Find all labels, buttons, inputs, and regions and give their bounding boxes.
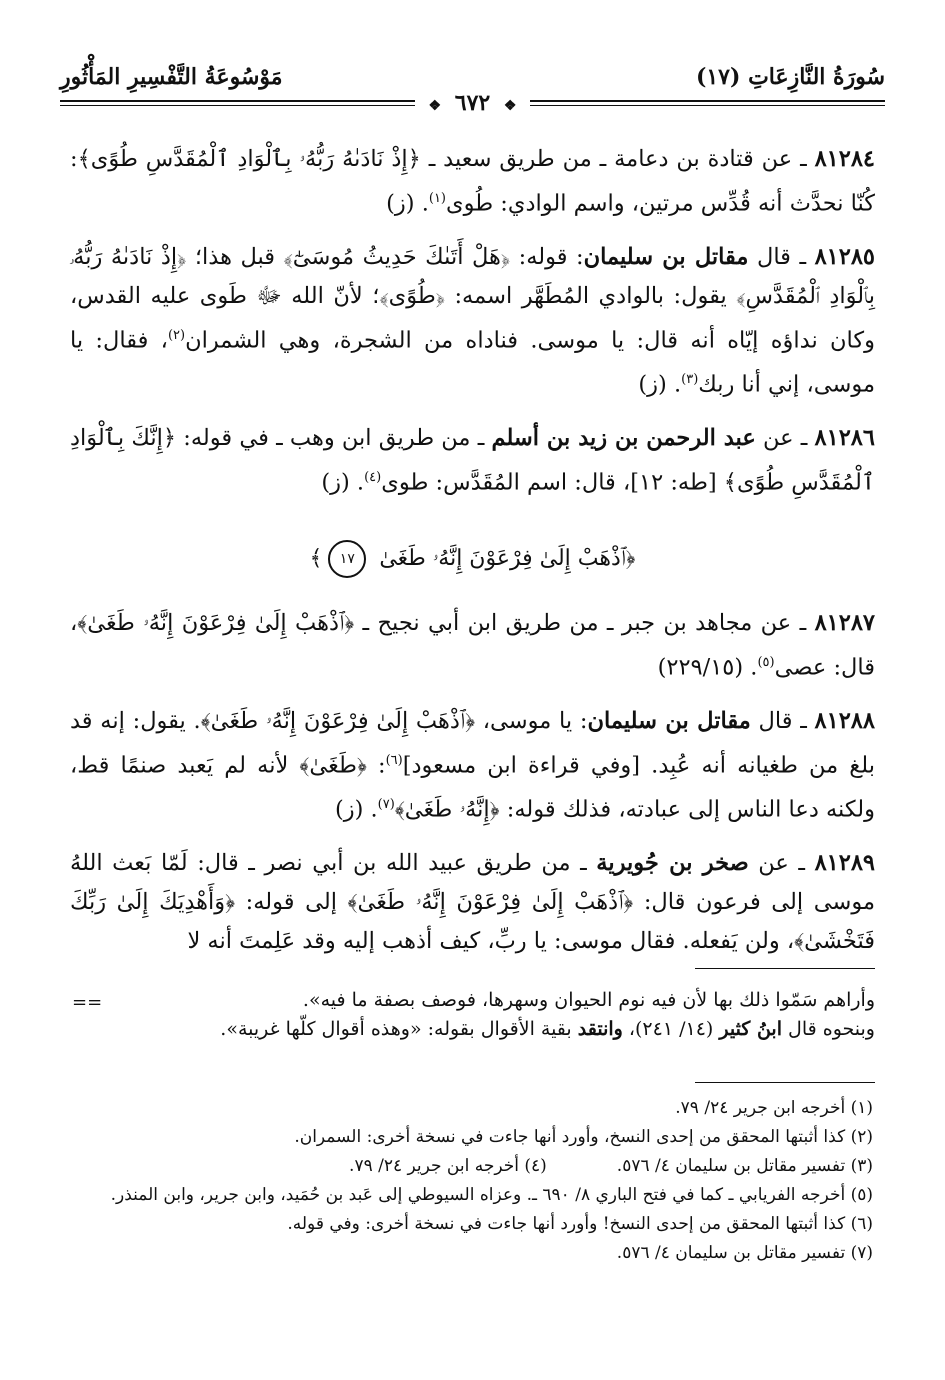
narrator-name: مقاتل بن سليمان [587,707,751,734]
page-number-wrap [0,90,945,116]
ornament-icon: ❖ [428,98,442,114]
footnote-2: (٢) كذا أثبتها المحقق من إحدى النسخ، وأورد أنها جاءت في نسخة أخرى: السمران. [294,1127,873,1147]
ayah-text: ﴿ٱذْهَبْ إِلَىٰ فِرْعَوْنَ إِنَّهُۥ طَغَىٰ [379,546,636,571]
entry-81287 [70,604,875,688]
footnote-row-3-4 [78,1152,873,1181]
entry-number: ٨١٢٨٦ [814,424,875,451]
footnote-7: (٧) تفسير مقاتل بن سليمان ٤/ ٥٧٦. [616,1243,873,1263]
ornament-icon: ❖ [503,98,517,114]
continuation-text-end: بقية الأقوال بقوله: «وهذه أقوال كلّها غريبة». [220,1018,578,1040]
footnote-ref[interactable]: (٥) [757,655,775,670]
entry-tail: . (٢٢٩/١٥) [657,654,758,681]
entry-text: : يا موسى، ﴿ٱذْهَبْ إِلَىٰ فِرْعَوْنَ إِنَّهُۥ طَغَىٰ﴾. يقول: إنه قد بلغ من طغيانه أنه عُبِد. [وفي قراءة ابن مسعود] [70,707,875,778]
entry-number: ٨١٢٨٧ [814,610,875,636]
continuation-note [70,986,875,1044]
entry-text: ـ عن مجاهد بن جبر ـ من طريق ابن أبي نجيح ـ ﴿ٱذْهَبْ إِلَىٰ فِرْعَوْنَ إِنَّهُۥ طَغَىٰ﴾، قال: عصى [70,610,875,681]
entry-tail: . (ز) [334,796,378,823]
entry-number: ٨١٢٨٩ [814,849,875,876]
page-number-box [415,90,531,116]
continuation-separator [695,968,875,969]
entry-81285 [70,238,875,405]
entry-number: ٨١٢٨٤ [814,146,875,172]
footnote-3: (٣) تفسير مقاتل بن سليمان ٤/ ٥٧٦. [616,1156,873,1176]
footnote-5: (٥) أخرجه الفريابي ـ كما في فتح الباري ٨/ ٦٩٠ ـ. وعزاه السيوطي إلى عَبد بن حُمَيد، وابن جرير، وابن المنذر. [110,1185,873,1205]
entry-lead: ـ عن [748,849,815,876]
footnote-ref[interactable]: (٣) [681,372,699,387]
surah-title: سُورَةُ النَّازِعَاتِ (١٧) [695,64,885,90]
entry-lead: ـ قال [750,707,815,734]
footnote-6: (٦) كذا أثبتها المحقق من إحدى النسخ! وأورد أنها جاءت في نسخة أخرى: وفي قوله. [287,1214,873,1234]
page-number: ٦٧٢ [454,90,491,116]
footnote-4: (٤) أخرجه ابن جرير ٢٤/ ٧٩. [349,1156,547,1176]
entry-text-2: : ﴿طَغَىٰ﴾ لأنه لم يَعبد صنمًا قط، ولكنه دعا الناس إلى عبادته، فذلك قوله: ﴿إِنَّهُۥ طَغَىٰ﴾ [70,752,875,823]
continuation-marker: == [72,992,103,1013]
entry-81286 [70,419,875,503]
ayah-close: ﴾ [309,546,323,571]
footnote-ref[interactable]: (١) [428,191,446,206]
book-title: مَوْسُوعَةُ التَّفْسِيرِ المَأْثُورِ [60,64,283,90]
entry-81288 [70,702,875,830]
footnote-ref[interactable]: (٢) [167,327,186,343]
continuation-ref: (١٤/ ٢٤١)، [622,1018,720,1040]
footnotes [78,1094,873,1268]
continuation-line-1: وأراهم سَمّوا ذلك بها لأن فيه نوم الحيوان وسهرها، فوصف بصفة ما فيه». [302,989,875,1011]
narrator-name: صخر بن جُويرية [596,849,749,876]
ayah-number-mark: ١٧ [328,540,366,578]
scholar-name: ابنُ كثير [719,1018,782,1040]
entry-tail: . (ز) [321,469,365,495]
footnote-ref[interactable]: (٧) [377,797,395,812]
continuation-line-2 [70,1015,875,1044]
entry-lead: ـ قال [748,243,815,270]
narrator-name: عبد الرحمن بن زيد بن أسلم [491,424,756,451]
continuation-bold-word: وانتقد [577,1018,623,1040]
footnote-ref[interactable]: (٦) [385,752,403,768]
entry-number: ٨١٢٨٨ [814,707,875,734]
footnote-1: (١) أخرجه ابن جرير ٢٤/ ٧٩. [675,1098,873,1118]
entry-text: ـ عن قتادة بن دعامة ـ من طريق سعيد ـ ﴿إِذْ نَادَىٰهُ رَبُّهُۥ بِٱلْوَادِ ٱلْمُقَدَّسِ طُوًى﴾: كُنّا نحدَّث أنه قُدِّس مرتين، واسم الوادي: طُوى [70,146,875,217]
entry-81284 [70,140,875,224]
footnotes-separator [695,1082,875,1083]
main-text [70,140,875,975]
entry-text: : قوله: ﴿هَلْ أَتَىٰكَ حَدِيثُ مُوسَىٰٓ﴾ قبل هذا؛ ﴿إِذْ نَادَىٰهُ رَبُّهُۥ بِٱلْوَادِ ٱلْمُقَدَّسِ﴾ يقول: بالوادي المُطَهَّر اسمه: ﴿طُوًى﴾؛ لأنّ الله ﷻ طَوى عليه القدس، وكان نداؤه إيّاه أنه قال: يا موسى. فناداه من الشجرة، وهي الشمران [70,243,875,353]
entry-tail: . (ز) [638,371,682,398]
entry-number: ٨١٢٨٥ [814,243,875,270]
entry-text-2: ، فقال: يا موسى، إني أنا ربك [70,327,875,398]
entry-81289 [70,844,875,961]
footnote-ref[interactable]: (٤) [364,469,382,485]
entry-text: ـ من طريق ابن وهب ـ في قوله: ﴿إِنَّكَ بِٱلْوَادِ ٱلْمُقَدَّسِ طُوًى﴾ [طه: ١٢]، قال: اسم المُقَدَّس: طوى [70,424,875,495]
entry-lead: ـ عن [755,424,815,451]
continuation-text: وبنحوه قال [782,1018,875,1040]
entry-tail: . (ز) [386,190,429,217]
entry-text: ـ من طريق عبيد الله بن أبي نصر ـ قال: لَمّا بَعث اللهُ موسى إلى فرعون قال: ﴿ٱذْهَبْ إِلَىٰ فِرْعَوْنَ إِنَّهُۥ طَغَىٰ﴾ إلى قوله: ﴿وَأَهْدِيَكَ إِلَىٰ رَبِّكَ فَتَخْشَىٰ﴾، ولن يَفعله. فقال موسى: يا ربِّ، كيف أذهب إليه وقد عَلِمتَ أنه لا [70,849,875,954]
ayah-heading [70,540,875,578]
narrator-name: مقاتل بن سليمان [583,243,749,270]
